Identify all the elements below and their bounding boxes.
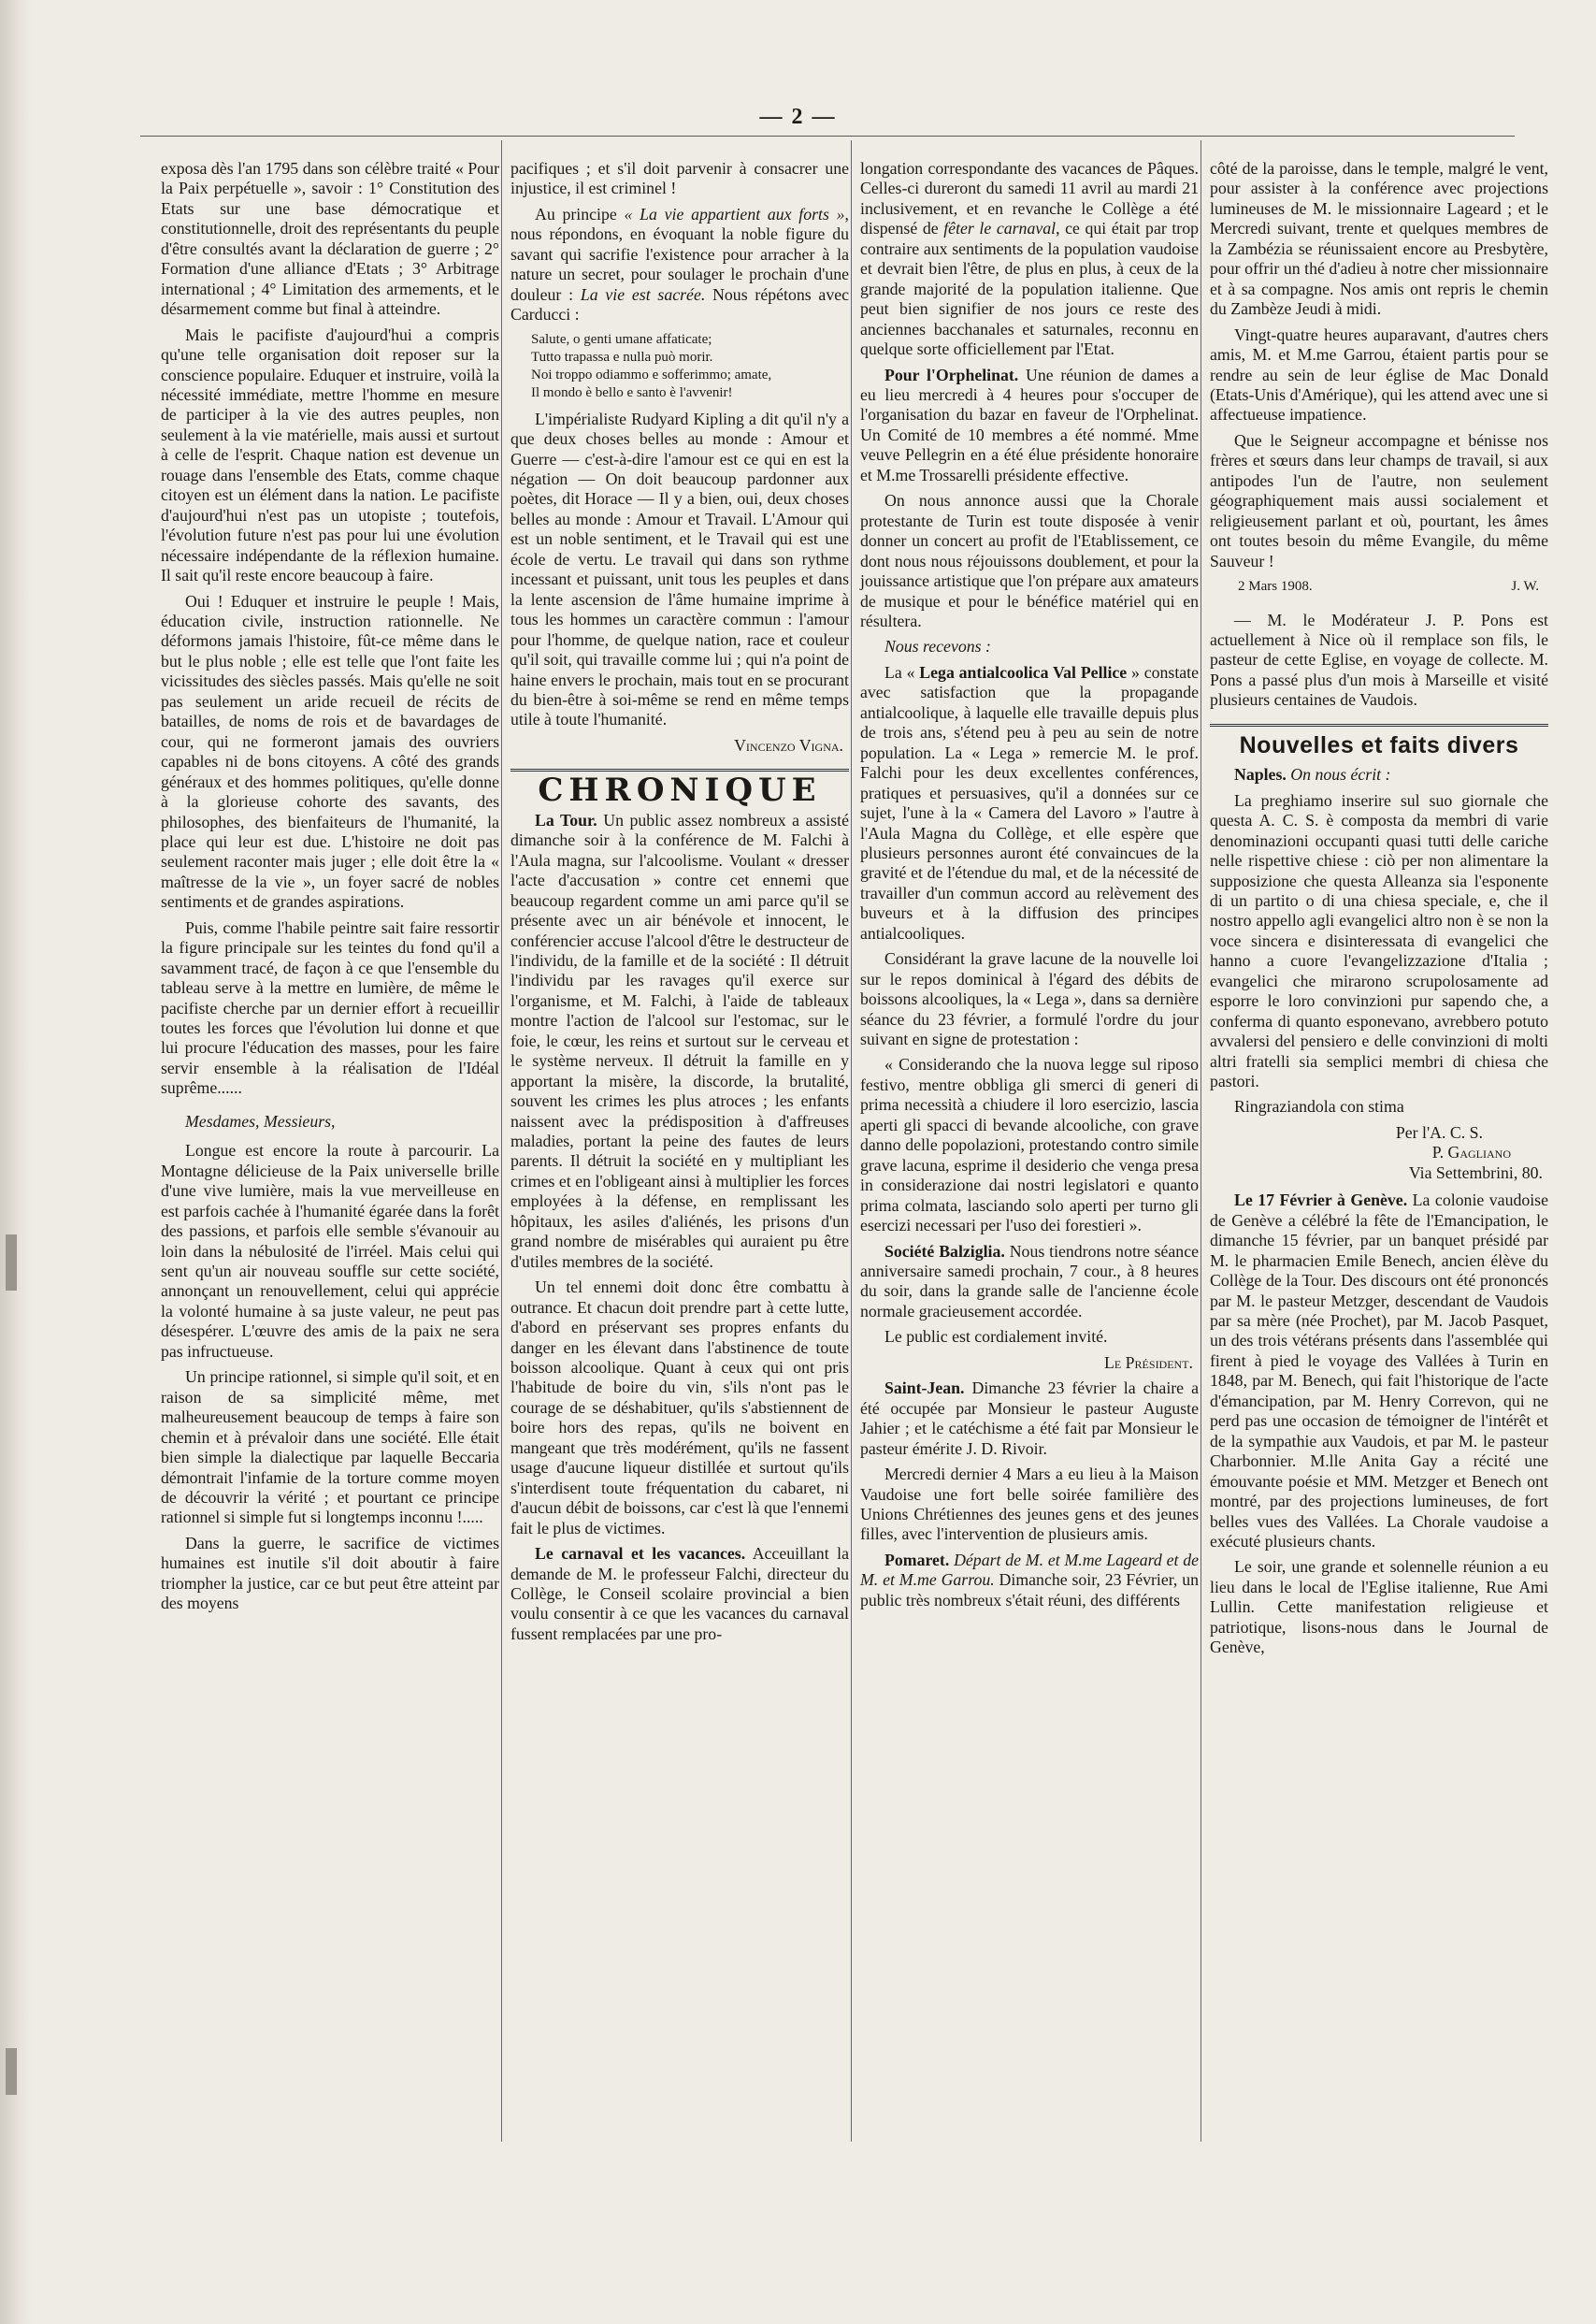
article-lega <box>860 663 1199 944</box>
salutation: Mesdames, Messieurs, <box>185 1111 336 1131</box>
article-la-tour <box>510 811 849 1272</box>
emphasis: La vie est sacrée. <box>580 284 706 304</box>
paragraph: côté de la paroisse, dans le temple, malgré le vent, pour assister à la conférence avec projections lumineuses de M. le missionnaire Lageard ; et le Mercredi suivant, trente et quelques membres de la Zambézia se réunissaient encore au Presbytère, pour offrir un thé d'adieu à notre cher missionnaire et à sa compagne. Nos amis ont repris le chemin du Zambèze Jeudi à midi. <box>1210 159 1548 319</box>
article-heading: Pomaret. <box>884 1550 950 1569</box>
author-signature: Vincenzo Vigna. <box>734 735 843 755</box>
paragraph <box>510 205 849 325</box>
signature-line: Via Settembrini, 80. <box>1408 1162 1543 1182</box>
article-text: Nous tiendrons notre séance anniversaire samedi prochain, 7 cour., à 8 heures du soir, dans la grande salle de l'ancienne école normale gracieusement accordée. <box>860 1241 1199 1321</box>
recevons-label: Nous recevons : <box>884 637 991 657</box>
emphasis: Départ de M. et M.me Lageard et de M. et M.me Garrou. <box>860 1550 1199 1590</box>
article-orphelinat <box>860 366 1199 486</box>
article-heading: Le carnaval et les vacances. <box>535 1544 746 1564</box>
article-heading: Naples. <box>1234 765 1287 785</box>
paragraph: Le public est cordialement invité. <box>884 1327 1108 1347</box>
paragraph: pacifiques ; et s'il doit parvenir à consacrer une injustice, il est criminel ! <box>510 159 849 198</box>
article-text: La colonie vaudoise de Genève a célébré la fête de l'Emancipation, le dimanche 15 février, par un banquet présidé par M. le pharmacien Emile Benech, ancien élève du Collège de la Tour. Des discours ont été prononcés par M. le pasteur Metzger, descendant de Vaudois par sa mère (née Prochet), par M. Jacob Pasquet, un des trois vétérans présents dans l'assemblée qui firent à pied le voyage des Vallées à Turin en 1848, par M. Benech, qui fait l'historique de l'acte d'émancipation, par M. Henry Correvon, qui ne perd pas une occasion de témoigner de l'intérêt et de la sympathie aux Vaudois, et par M. le pasteur Charbonnier. M.lle Anita Gay a récité une émouvante poésie et MM. Metzger et Benech ont montré, par des projections lumineuses, de fort belles vues des Vallées. La Chorale vaudoise a exécuté plusieurs chants. <box>1210 1191 1548 1551</box>
header-rule <box>140 136 1515 137</box>
article-balziglia <box>860 1242 1199 1322</box>
article-heading: Pour l'Orphelinat. <box>884 365 1019 384</box>
paragraph: Mercredi dernier 4 Mars a eu lieu à la Maison Vaudoise une fort belle soirée familière des Unions Chrétiennes des jeunes gens et des jeunes filles, avec l'intervention de plusieurs amis. <box>860 1465 1199 1544</box>
paragraph: Un tel ennemi doit donc être combattu à outrance. Et chacun doit prendre part à cette lutte, d'abord en préservant ses propres enfants du danger en les élevant dans l'abstinence de toute boisson alcoolique. Quant à ceux qui ont pris l'habitude de boire du vin, s'ils n'ont pas le courage de se déshabituer, qu'ils s'abstiennent de boire hors des repas, qu'ils ne boivent en mangeant que très modérément, qu'ils ne fassent usage d'aucune liqueur distillée et surtout qu'ils s'interdisent toute fréquentation du cabaret, ni d'aucun débit de boissons, car c'est là que l'ennemi fait le plus de victimes. <box>510 1277 849 1537</box>
article-geneve <box>1210 1191 1548 1552</box>
edge-mark <box>6 2048 17 2095</box>
paragraph: Vingt-quatre heures auparavant, d'autres chers amis, M. et M.me Garrou, étaient partis pour se rendre au sein de leur église de Mac Donald (Etats-Unis d'Amérique), qui les attend avec une si affectueuse impatience. <box>1210 325 1548 425</box>
text-run: , ce qui était par trop contraire aux sentiments de la population vaudoise et devrait bien l'être, de plus en plus, à ceux de la grande majorité de la population italienne. Que peut bien signifier de nos jours ce reste des anciennes bacchanales et saturnales, reconnu en quelque sorte officiellement par l'Etat. <box>860 219 1199 359</box>
paragraph: exposa dès l'an 1795 dans son célèbre traité « Pour la Paix perpétuelle », savoir : 1° Constitution des Etats sur une base démocratique et constitutionnelle, droit des représentants du peuple d'être consultés avant la déclaration de guerre ; 2° Formation d'une alliance d'Etats ; 3° Arbitrage international ; 4° Limitation des armements, et le désarmement comme but final à atteindre. <box>161 159 499 319</box>
date: 2 Mars 1908. <box>1238 579 1313 595</box>
emphasis: fêter le carnaval <box>943 219 1057 238</box>
column-rule <box>501 140 502 2142</box>
signature-line: Per l'A. C. S. <box>1395 1122 1483 1142</box>
section-title-nouvelles: Nouvelles et faits divers <box>1239 731 1519 758</box>
section-title-chronique: CHRONIQUE <box>538 772 822 810</box>
section-rule <box>1210 724 1548 727</box>
signature-block <box>1210 1123 1548 1183</box>
column-rule <box>851 140 852 2142</box>
paragraph: Dans la guerre, le sacrifice de victimes humaines est inutile s'il doit aboutir à faire triompher la justice, car ce but peut être atteint par des moyens <box>161 1533 499 1613</box>
text-run: Au principe <box>535 204 625 224</box>
article-carnaval <box>510 1544 849 1644</box>
quote: « La vie appartient aux forts » <box>624 204 845 224</box>
article-heading: Le 17 Février à Genève. <box>1234 1191 1408 1210</box>
column-2 <box>510 159 849 1650</box>
page-edge-shadow <box>0 0 32 2324</box>
paragraph: Le soir, une grande et solennelle réunion a eu lieu dans le local de l'Eglise italienne, Rue Ami Lullin. Cette manifestation religieuse et patriotique, lisons-nous dans le Journal de Genève, <box>1210 1557 1548 1657</box>
paragraph: Considérant la grave lacune de la nouvelle loi sur le repos dominical à l'égard des débits de boissons alcooliques, la « Lega », dans sa dernière séance du 23 février, a formulé l'ordre du jour suivant en signe de protestation : <box>860 949 1199 1049</box>
text-run: longation correspondante des vacances de Pâques. Celles-ci dureront du samedi 11 avril au mardi 21 inclusivement, et en revanche le Collège a été dispensé de <box>860 159 1199 238</box>
article-heading: Lega antialcoolica Val Pellice <box>919 662 1128 682</box>
paragraph: Que le Seigneur accompagne et bénisse nos frères et sœurs dans leur champs de travail, si aux antipodes l'un de l'autre, non seulement géographiquement mais aussi socialement et religieusement parlant et où, pourtant, les âmes ont toutes besoin du même Evangile, du même Sauveur ! <box>1210 430 1548 570</box>
column-1 <box>161 159 499 1620</box>
paragraph: « Considerando che la nuova legge sul riposo festivo, mentre obbliga gli smerci di generi di prima necessità a chiudere il loro esercizio, lascia aperti gli spacci di bevande alcooliche, con grave danno delle popolazioni, protestando contro simile grave lacuna, esprime il desiderio che venga presa in considerazione dai nostri legislatori e quanto prima colmata, lasciando solo aperti per turno gli esercizi necessari per l'uso dei forestieri ». <box>860 1055 1199 1235</box>
signature: Le Président. <box>1104 1352 1193 1372</box>
poem-carducci <box>531 331 849 402</box>
poem-line: Noi troppo odiammo e sofferimmo; amate, <box>531 367 772 383</box>
article-text: Un public assez nombreux a assisté dimanche soir à la conférence de M. Falchi à l'Aula magna, sur l'alcoolisme. Voulant « dresser l'acte d'accusation » contre cet ennemi que beaucoup regardent comme un ami parce qu'il se présente avec un air bénévole et innocent, le conférencier accuse l'alcool d'être le destructeur de l'individu, de la famille et de la société : Il détruit l'individu par les ravages qu'il exerce sur l'organisme, et M. Falchi, à l'aide de tableaux montre l'action de l'alcool sur l'estomac, sur le foie, le cœur, les reins et surtout sur le cerveau et le système nerveux. Il détruit la famille en y apportant la misère, la discorde, la brutalité, souvent les crimes les plus atroces ; les enfants naissent avec la prédisposition à d'affreuses maladies, portant la peine des fautes de leurs parents. Il détruit la société en y multipliant les crimes et en l'obligeant ainsi à multiplier les forces employées à la défense, en remplissant les hôpitaux, les asiles d'aliénés, les prisons d'un grand nombre de misérables qui auraient pu être d'utiles membres de la société. <box>510 810 850 1271</box>
article-text: » constate avec satisfaction que la propagande antialcoolique, à laquelle elle travaille depuis plus de trois ans, s'étend peu à peu au sein de notre population. La « Lega » remercie M. le prof. Falchi pour les deux excellentes conférences, pratiques et persuasives, qu'il a données sur ce sujet, l'une à la « Camera del Lavoro » l'autre à l'Aula Magna du Collège, et elle espère que plusieurs personnes auront été convaincues de la gravité et de l'étendue du mal, et de la nécessité de travailler d'un commun accord au relèvement des buveurs et à la diffusion des principes antialcooliques. <box>860 662 1199 943</box>
paragraph: On nous annonce aussi que la Chorale protestante de Turin est toute disposée à venir donner un concert au profit de l'Etablissement, ce dont nous nous réjouissons doublement, et pour la jouissance artistique que l'on prépare aux amateurs de musique et pour le bénéfice matériel qui en résultera. <box>860 491 1199 630</box>
emphasis: On nous écrit : <box>1286 765 1391 785</box>
paragraph: Puis, comme l'habile peintre sait faire ressortir la figure principale sur les teintes du fond qu'il a savamment tracé, de façon à ce que l'ensemble du tableau serve à la mettre en lumière, de même le pacifiste cherche par un dernier effort à recueillir toutes les forces que l'évolution lui donne et que lui procure l'éducation des masses, pour les faire servir ensemble à la réalisation de l'Idéal suprême...... <box>161 917 499 1098</box>
signature-line: P. Gagliano <box>1431 1143 1511 1162</box>
initials: J. W. <box>1511 579 1539 595</box>
poem-line: Salute, o genti umane affaticate; <box>531 331 712 347</box>
paragraph: L'impérialiste Rudyard Kipling a dit qu'il n'y a que deux choses belles au monde : Amour et Guerre — c'est-à-dire l'amour est ce qui en est la négation — On doit beaucoup pardonner aux poètes, dit Horace — Il y a bien, oui, deux choses belles au monde : Amour et Travail. L'Amour qui est un noble sentiment, et le Travail qui est une école de vertu. Le travail qui dans son rythme incessant et puissant, unit tous les peuples et dans la lente ascension de l'âme humaine imprime à tous les hommes un caractère commun : l'amour pour l'homme, de quelque nation, race et couleur qu'il soit, qui travaille comme lui ; qui n'a point de haine envers le prochain, mais tout en se procurant du bien-être à soi-même se rend en même temps utile à toute l'humanité. <box>510 409 849 729</box>
column-4 <box>1210 159 1548 1664</box>
article-heading: La Tour. <box>535 810 597 830</box>
article-text: Dimanche 23 février la chaire a été occupée par Monsieur le pasteur Auguste Jahier ; et le catéchisme a été fait par Monsieur le pasteur émérite J. D. Rivoir. <box>860 1379 1199 1458</box>
article-text: Dimanche soir, 23 Février, un public très nombreux s'était réuni, des différents <box>860 1570 1199 1609</box>
poem-line: Tutto trapassa e nulla può morir. <box>531 349 713 365</box>
paragraph: Un principe rationnel, si simple qu'il soit, et en raison de sa simplicité même, met malheureusement beaucoup de temps à faire son chemin et à prévaloir dans une société. Elle était bien simple la dialectique par laquelle Beccaria démontrait l'infamie de la torture comme moyen de découvrir la vérité ; et pourtant ce principe rationnel si simple fut si longtemps inconnu !..... <box>161 1367 499 1527</box>
text-run: , nous répondons, en évoquant la noble figure du savant qui sacrifie l'existence pour arracher à la nature un secret, pour soulager le prochain d'une douleur : <box>510 204 849 304</box>
text-run: La « <box>884 662 920 682</box>
paragraph: Mais le pacifiste d'aujourd'hui a compris qu'une telle organisation doit reposer sur la conscience populaire. Eduquer et instruire, voilà la nécessité immédiate, mettre l'homme en mesure de participer à la vie des autres peuples, non seulement à la vie matérielle, mais aussi et surtout à celle de l'esprit. Chaque nation est devenue un rouage dans l'ensemble des Etats, comme chaque citoyen est un élément dans la nation. Le pacifiste d'aujourd'hui n'est pas un utopiste ; toutefois, l'évolution future n'est pas pour lui une évolution nécessaire indépendante de la réflexion humaine. Il sait qu'il reste encore beaucoup à faire. <box>161 325 499 585</box>
edge-mark <box>6 1234 17 1291</box>
article-heading: Société Balziglia. <box>884 1241 1005 1261</box>
paragraph: Oui ! Eduquer et instruire le peuple ! Mais, éducation civile, instruction rationnelle. Ne déformons jamais l'histoire, fût-ce même dans le but le plus noble ; elle est telle que l'ont faite les vicissitudes des siècles passés. Mais qu'elle ne soit pas seulement un aride recueil de récits de batailles, de noms de rois et de bavardages de cour, qui ne formeront jamais des ouvriers capables ni de bons citoyens. A côté des grands généraux et des hommes politiques, qu'elle donne à la glorieuse cohorte des savants, des philosophes, des bienfaiteurs de l'humanité, la place qui leur est due. L'histoire ne doit pas seulement raconter mais juger ; elle doit être la « maîtresse de la vie », un foyer sacré de nobles sentiments et de grandes aspirations. <box>161 591 499 912</box>
article-text: Une réunion de dames a eu lieu mercredi à 4 heures pour s'occuper de l'organisation du bazar en faveur de l'Orphelinat. Un Comité de 10 membres a été nommé. Mme veuve Pellegrin en a été élue présidente honoraire et M.me Trossarelli présidente effective. <box>860 365 1199 484</box>
text-run: Nous répétons avec Carducci : <box>510 284 849 325</box>
article-text: Acceuillant la demande de M. le professeur Falchi, directeur du Collège, le Conseil scolaire provincial a bien voulu consentir à ce que les vacances du carnaval fussent remplacées par une pro- <box>510 1544 849 1643</box>
paragraph <box>860 159 1199 360</box>
article-saint-jean <box>860 1379 1199 1459</box>
poem-line: Il mondo è bello e santo è l'avvenir! <box>531 384 733 400</box>
paragraph: — M. le Modérateur J. P. Pons est actuellement à Nice où il remplace son fils, le pasteur de cette Eglise, en voyage de collecte. M. Pons a passé plus d'un mois à Marseille et visité plusieurs centaines de Vaudois. <box>1210 610 1548 710</box>
paragraph: Ringraziandola con stima <box>1234 1097 1404 1117</box>
article-pomaret <box>860 1551 1199 1610</box>
article-naples <box>1210 765 1548 785</box>
page-number: — 2 — <box>759 105 837 129</box>
column-3 <box>860 159 1199 1616</box>
dateline <box>1238 577 1539 597</box>
article-heading: Saint-Jean. <box>884 1379 965 1398</box>
paragraph: La preghiamo inserire sul suo giornale che questa A. C. S. è composta da membri di varie denominazioni occupanti quasi tutti delle cariche nelle rispettive chiese : ciò per non alimentare la supposizione che questa Alleanza sia l'esponente di un partito o di una chiesa speciale, e, che il nostro appello agli evangelici altro non è se non la voce sincera e disinteressata di evangelici che hanno a cuore l'evangelizzazione d'Italia ; evangelici che mirarono scrupolosamente ad esporre le loro convinzioni pur sapendo che, a conferma di quanto esponevano, avrebbero potuto avvalersi del pensiero e delle convinzioni di molti altri fratelli sia semplici membri di chiesa che pastori. <box>1210 790 1548 1091</box>
paragraph: Longue est encore la route à parcourir. La Montagne délicieuse de la Paix universelle brille d'une vive lumière, mais la vue merveilleuse en est parfois cachée à l'humanité égarée dans la forêt des passions, et parfois elle semble s'évanouir au loin dans la nébulosité de l'irréel. Mais celui qui sent qu'un air nouveau souffle sur cette société, annonçant un renouvellement, celui qui apprécie la volonté humaine à sa juste valeur, ne peut pas désespérer. L'œuvre des amis de la paix ne sera pas infructueuse. <box>161 1141 499 1361</box>
